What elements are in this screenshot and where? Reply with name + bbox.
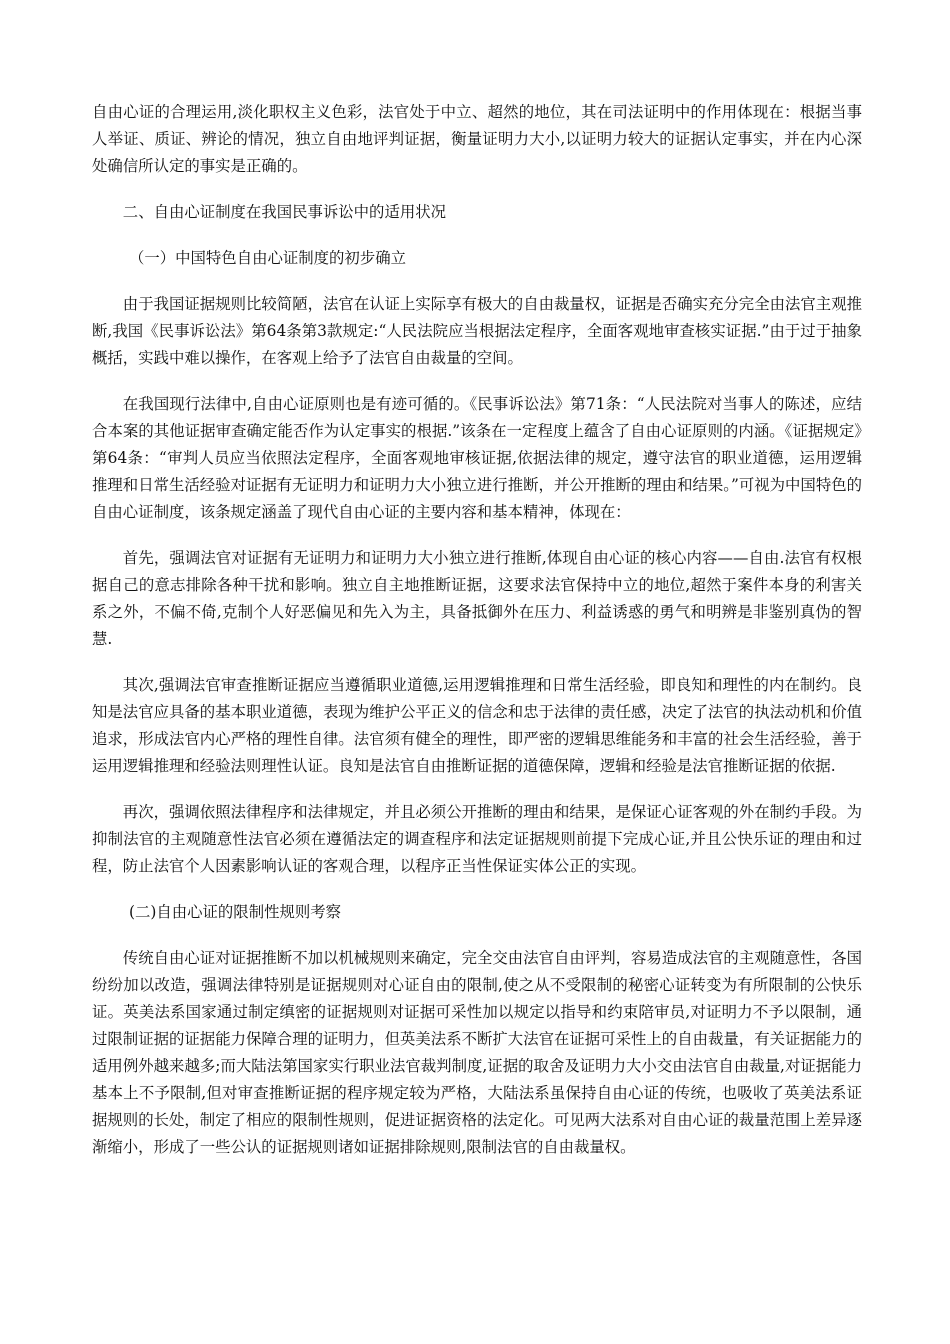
paragraph-firstly: 首先，强调法官对证据有无证明力和证明力大小独立进行推断,体现自由心证的核心内容——自由.法官有权根据自己的意志排除各种干扰和影响。独立自主地推断证据，这要求法官保持中立的地位,超然于案件本身的利害关系之外，不偏不倚,克制个人好恶偏见和先入为主，具备抵御外在压力、利益诱惑的勇气和明辨是非鉴别真伪的智慧. bbox=[92, 549, 862, 648]
paragraph-intro-continuation: 自由心证的合理运用,淡化职权主义色彩，法官处于中立、超然的地位，其在司法证明中的作用体现在：根据当事人举证、质证、辨论的情况，独立自由地评判证据，衡量证明力大小,以证明力较大的证据认定事实，并在内心深处确信所认定的事实是正确的。 bbox=[92, 103, 862, 175]
paragraph-current-law: 在我国现行法律中,自由心证原则也是有迹可循的。《民事诉讼法》第71条：“人民法院对当事人的陈述，应结合本案的其他证据审查确定能否作为认定事实的根据.”该条在一定程度上蕴含了自由心证原则的内涵。《证据规定》第64条：“审判人员应当依照法定程序，全面客观地审核证据,依据法律的规定，遵守法官的职业道德，运用逻辑推理和日常生活经验对证据有无证明力和证明力大小独立进行推断，并公开推断的理由和结果。”可视为中国特色的自由心证制度，该条规定涵盖了现代自由心证的主要内容和基本精神，体现在： bbox=[92, 395, 862, 521]
subsection-heading-1: （一）中国特色自由心证制度的初步确立 bbox=[128, 249, 406, 267]
paragraph-civil-procedure-art64: 由于我国证据规则比较简陋，法官在认证上实际享有极大的自由裁量权，证据是否确实充分完全由法官主观推断,我国《民事诉讼法》第64条第3款规定:“人民法院应当根据法定程序，全面客观地审查核实证据.”由于过于抽象概括，实践中难以操作，在客观上给予了法官自由裁量的空间。 bbox=[92, 295, 862, 367]
paragraph-thirdly: 再次，强调依照法律程序和法律规定，并且必须公开推断的理由和结果，是保证心证客观的外在制约手段。为抑制法官的主观随意性法官必须在遵循法定的调查程序和法定证据规则前提下完成心证,并且公快乐证的理由和过程，防止法官个人因素影响认证的客观合理，以程序正当性保证实体公正的实现。 bbox=[92, 803, 862, 875]
subsection-heading-2: (二)自由心证的限制性规则考察 bbox=[128, 903, 342, 921]
section-heading-2: 二、自由心证制度在我国民事诉讼中的适用状况 bbox=[122, 203, 447, 221]
paragraph-restrictive-rules: 传统自由心证对证据推断不加以机械规则来确定，完全交由法官自由评判，容易造成法官的主观随意性，各国纷纷加以改造，强调法律特别是证据规则对心证自由的限制,使之从不受限制的秘密心证转变为有所限制的公快乐证。英美法系国家通过制定缜密的证据规则对证据可采性加以规定以指导和约束陪审员,对证明力不予以限制，通过限制证据的证据能力保障合理的证明力，但英美法系不断扩大法官在证据可采性上的自由裁量，有关证据能力的适用例外越来越多;而大陆法第国家实行职业法官裁判制度,证据的取舍及证明力大小交由法官自由裁量,对证据能力基本上不予限制,但对审查推断证据的程序规定较为严格，大陆法系虽保持自由心证的传统，也吸收了英美法系证据规则的长处，制定了相应的限制性规则，促进证据资格的法定化。可见两大法系对自由心证的裁量范围上差异逐渐缩小，形成了一些公认的证据规则诸如证据排除规则,限制法官的自由裁量权。 bbox=[92, 949, 862, 1156]
paragraph-secondly: 其次,强调法官审查推断证据应当遵循职业道德,运用逻辑推理和日常生活经验，即良知和理性的内在制约。良知是法官应具备的基本职业道德，表现为维护公平正义的信念和忠于法律的责任感，决定了法官的执法动机和价值追求，形成法官内心严格的理性自律。法官须有健全的理性，即严密的逻辑思维能务和丰富的社会生活经验，善于运用逻辑推理和经验法则理性认证。良知是法官自由推断证据的道德保障，逻辑和经验是法官推断证据的依据. bbox=[92, 676, 862, 775]
document-page bbox=[92, 99, 862, 1161]
